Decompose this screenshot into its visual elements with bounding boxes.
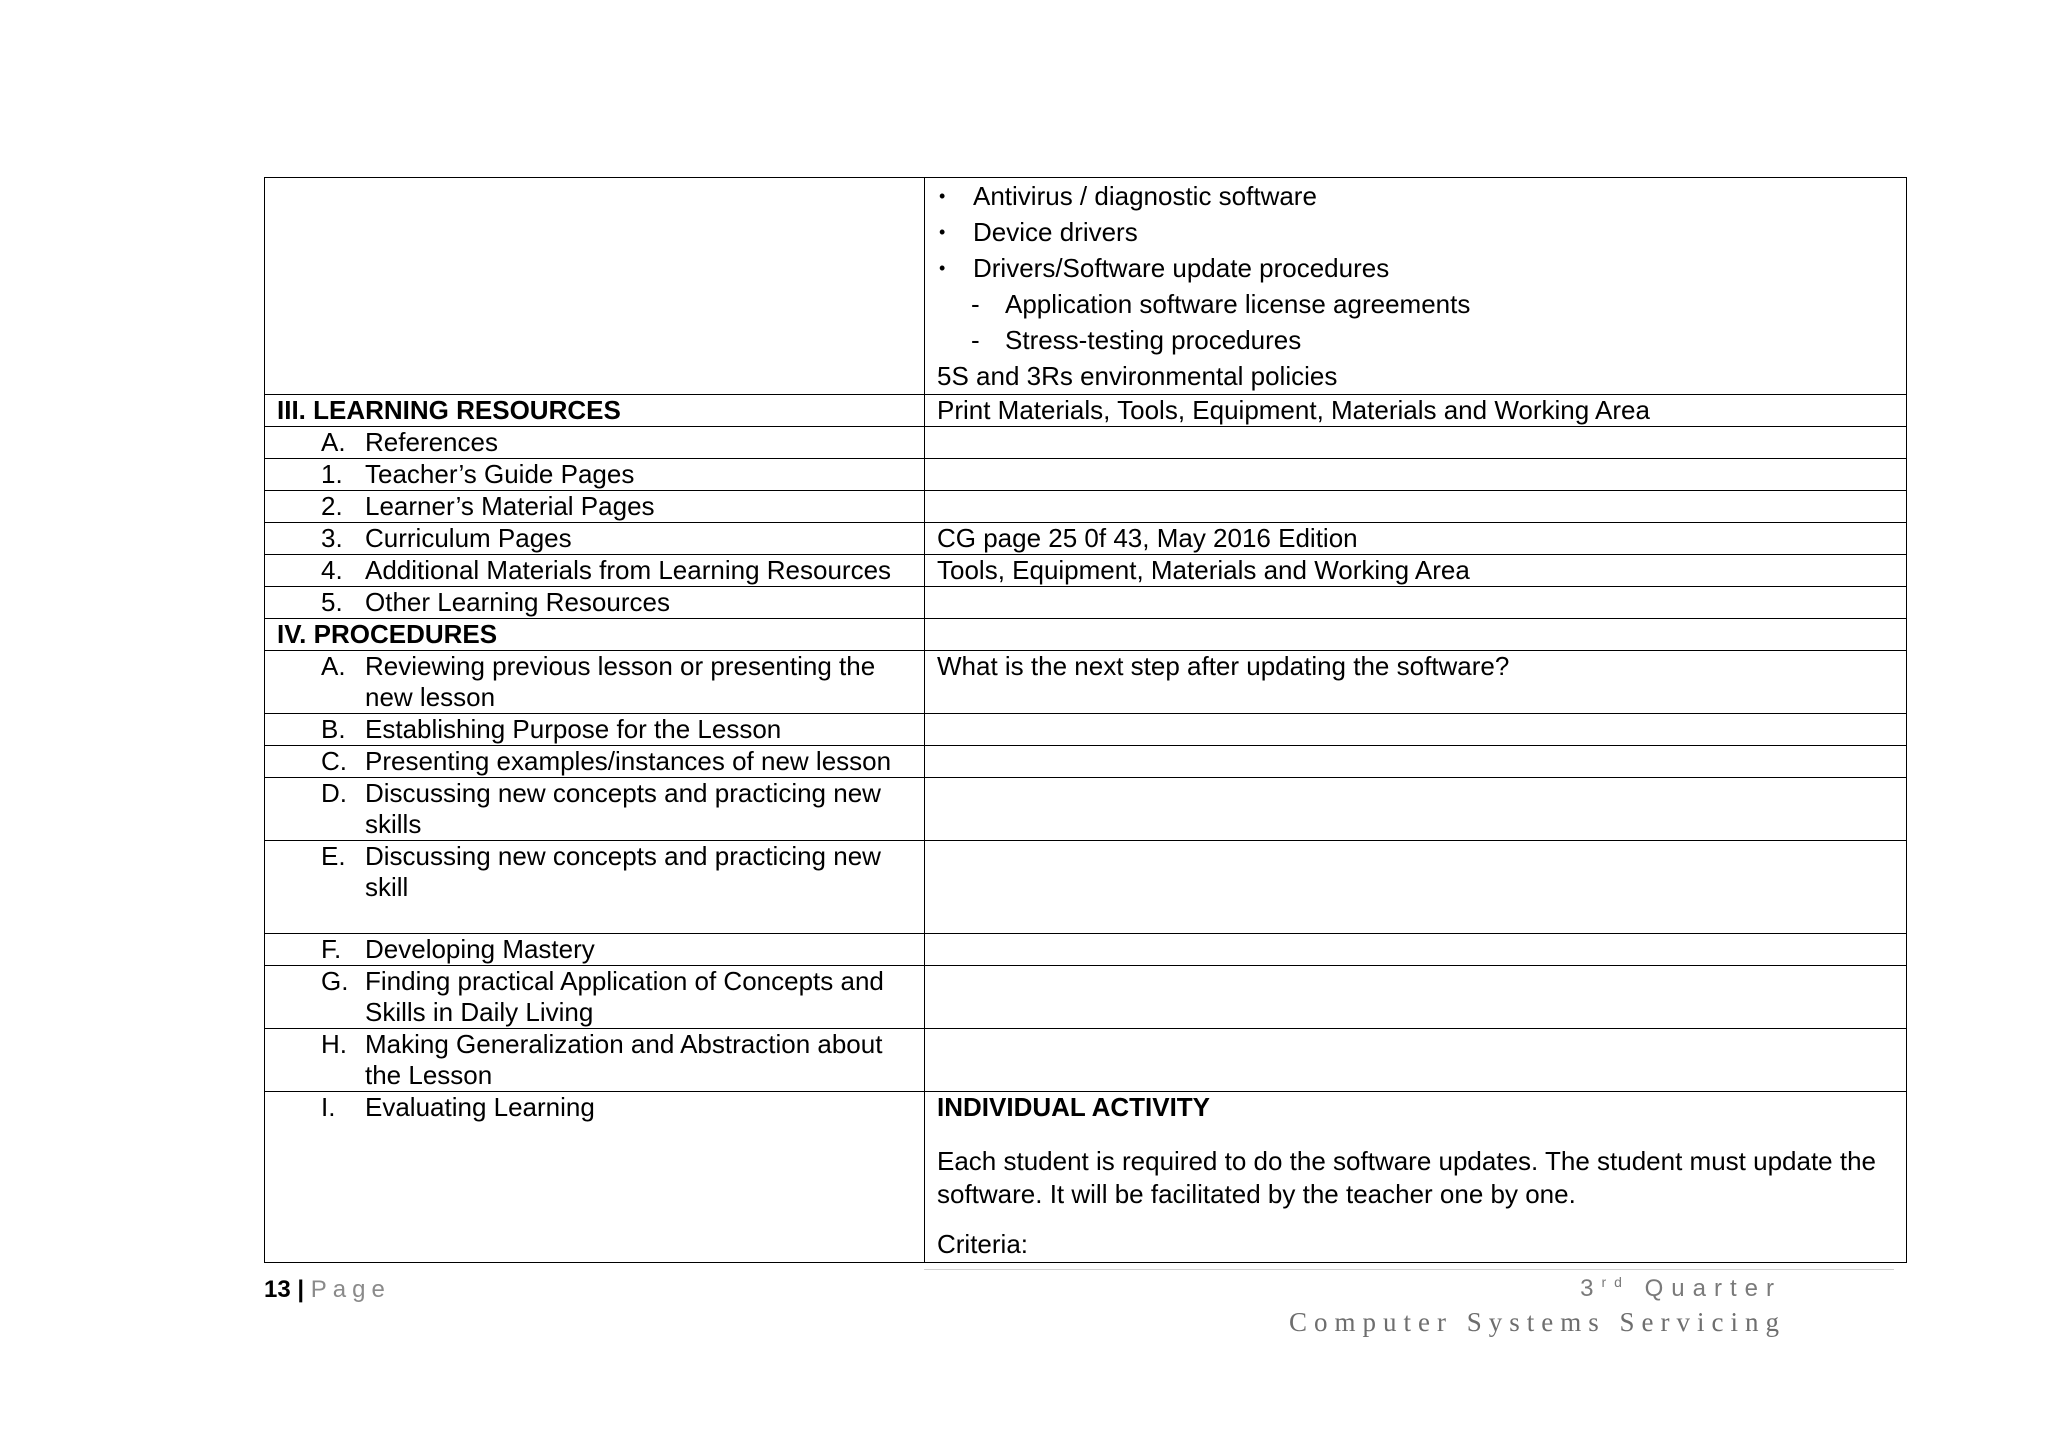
table-row bbox=[265, 1029, 1907, 1092]
page-separator: | bbox=[297, 1276, 305, 1303]
content-cell bbox=[925, 427, 1907, 459]
content-cell bbox=[925, 491, 1907, 523]
list-item: • Antivirus / diagnostic software bbox=[937, 178, 1906, 214]
row-label: F. Developing Mastery bbox=[265, 934, 925, 966]
quarter-label: 3rd Quarter bbox=[1580, 1274, 1782, 1302]
activity-title: INDIVIDUAL ACTIVITY bbox=[937, 1092, 1211, 1122]
table-row bbox=[265, 619, 1907, 651]
bullet-icon: • bbox=[939, 222, 946, 242]
content-cell bbox=[925, 1029, 1907, 1092]
content-cell bbox=[925, 934, 1907, 966]
content-cell bbox=[925, 778, 1907, 841]
row-label: G. Finding practical Application of Concepts and Skills in Daily Living bbox=[265, 966, 925, 1029]
empty-cell bbox=[265, 178, 925, 395]
list-item: - Application software license agreements bbox=[937, 286, 1906, 322]
row-label: C. Presenting examples/instances of new lesson bbox=[265, 746, 925, 778]
table-row bbox=[265, 746, 1907, 778]
list-item: • Drivers/Software update procedures bbox=[937, 250, 1906, 286]
content-cell bbox=[925, 841, 1907, 934]
row-label: 4. Additional Materials from Learning Resources bbox=[265, 555, 925, 587]
table-row bbox=[265, 395, 1907, 427]
content-cell bbox=[925, 966, 1907, 1029]
bullet-icon: • bbox=[939, 186, 946, 206]
table-row bbox=[265, 587, 1907, 619]
page-footer bbox=[264, 1276, 391, 1304]
activity-body: Each student is required to do the software updates. The student must update the software. It will be facilitated by the teacher one by one. bbox=[937, 1146, 1877, 1209]
table-row bbox=[265, 778, 1907, 841]
table-row bbox=[265, 491, 1907, 523]
content-cell bbox=[925, 459, 1907, 491]
content-cell bbox=[925, 746, 1907, 778]
table-row bbox=[265, 934, 1907, 966]
table-row bbox=[265, 178, 1907, 395]
row-label: 5. Other Learning Resources bbox=[265, 587, 925, 619]
content-cell: Print Materials, Tools, Equipment, Materials and Working Area bbox=[925, 395, 1907, 427]
content-cell: CG page 25 0f 43, May 2016 Edition bbox=[925, 523, 1907, 555]
content-cell bbox=[925, 587, 1907, 619]
table-row bbox=[265, 1092, 1907, 1263]
table-row bbox=[265, 714, 1907, 746]
row-label: A. Reviewing previous lesson or presenting the new lesson bbox=[265, 651, 925, 714]
row-label: A. References bbox=[265, 427, 925, 459]
row-label: I. Evaluating Learning bbox=[265, 1092, 925, 1263]
table-row bbox=[265, 651, 1907, 714]
content-cell bbox=[925, 619, 1907, 651]
subject-label: Computer Systems Servicing bbox=[1289, 1307, 1786, 1337]
content-cell bbox=[925, 1092, 1907, 1263]
list-item: • Device drivers bbox=[937, 214, 1906, 250]
page-number: 13 bbox=[264, 1276, 291, 1303]
table-row bbox=[265, 841, 1907, 934]
content-cell: Tools, Equipment, Materials and Working Area bbox=[925, 555, 1907, 587]
row-label: 2. Learner’s Material Pages bbox=[265, 491, 925, 523]
content-cell bbox=[925, 178, 1907, 395]
table-row bbox=[265, 523, 1907, 555]
content-cell: What is the next step after updating the software? bbox=[925, 651, 1907, 714]
table-row bbox=[265, 427, 1907, 459]
bullet-icon: • bbox=[939, 258, 946, 278]
table-row bbox=[265, 459, 1907, 491]
dash-icon: - bbox=[971, 325, 980, 355]
sub-list bbox=[937, 286, 1906, 358]
row-label: 3. Curriculum Pages bbox=[265, 523, 925, 555]
criteria-label: Criteria: bbox=[937, 1229, 1029, 1259]
content-cell bbox=[925, 714, 1907, 746]
bullet-list bbox=[937, 178, 1906, 286]
table-row bbox=[265, 555, 1907, 587]
row-label: B. Establishing Purpose for the Lesson bbox=[265, 714, 925, 746]
section-heading: IV. PROCEDURES bbox=[265, 619, 925, 651]
lesson-plan-table bbox=[264, 177, 1907, 1263]
row-label: D. Discussing new concepts and practicing new skills bbox=[265, 778, 925, 841]
row-label: 1. Teacher’s Guide Pages bbox=[265, 459, 925, 491]
footer-divider bbox=[924, 1269, 1894, 1270]
dash-icon: - bbox=[971, 289, 980, 319]
row-label: H. Making Generalization and Abstraction about the Lesson bbox=[265, 1029, 925, 1092]
list-item: - Stress-testing procedures bbox=[937, 322, 1906, 358]
table-row bbox=[265, 966, 1907, 1029]
section-heading: III. LEARNING RESOURCES bbox=[265, 395, 925, 427]
row-label: E. Discussing new concepts and practicing new skill bbox=[265, 841, 925, 934]
page-word: Page bbox=[310, 1276, 391, 1303]
policy-text: 5S and 3Rs environmental policies bbox=[937, 361, 1338, 391]
